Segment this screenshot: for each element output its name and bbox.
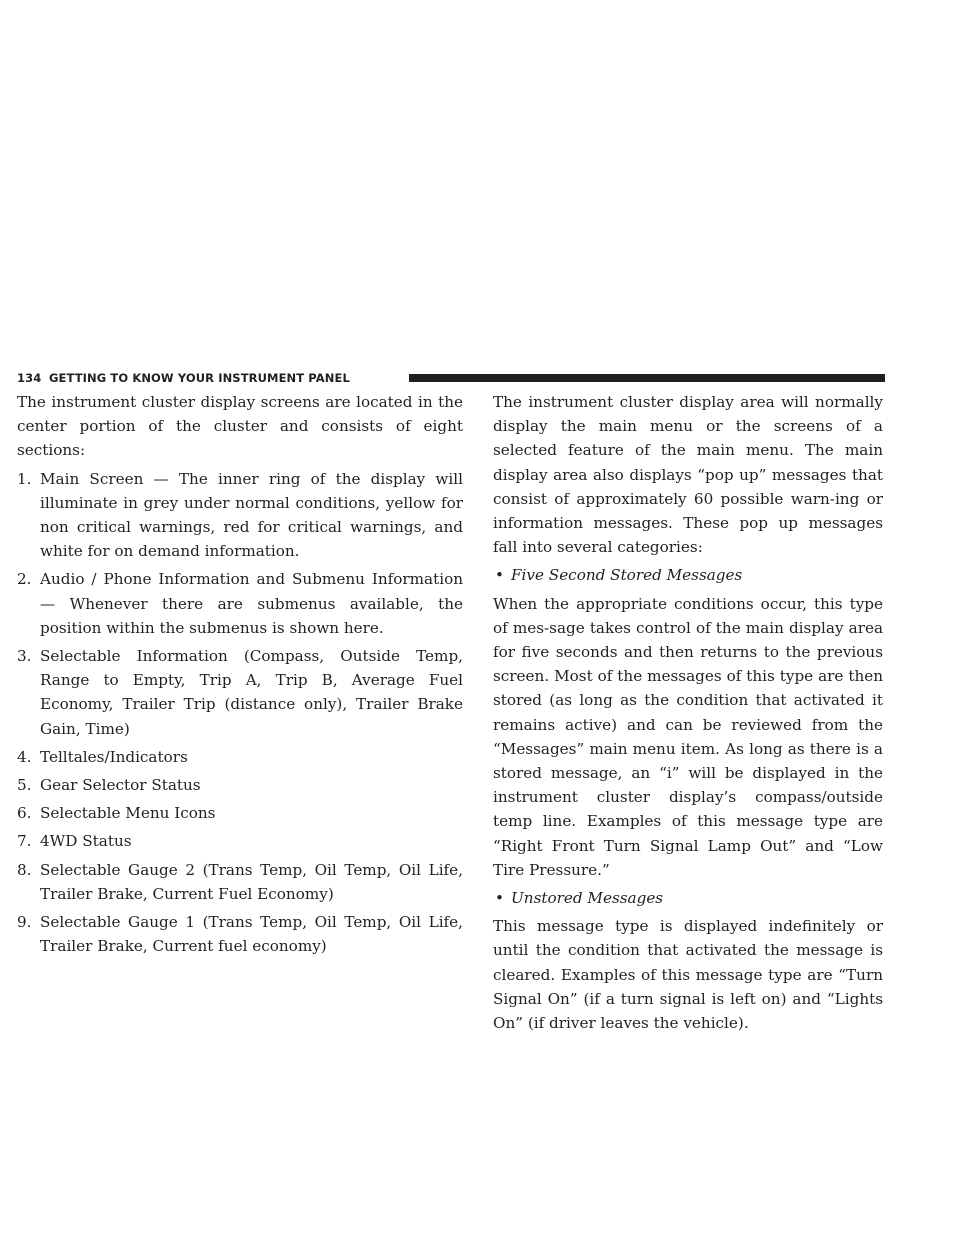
list-item xyxy=(17,829,463,853)
bullet-glyph: • xyxy=(495,566,504,585)
page-number: 134 xyxy=(17,371,42,385)
list-item-text: Audio / Phone Information and Submenu Information — Whenever there are submenus available, the position within the submenus is shown here. xyxy=(40,570,463,637)
list-item-text: Telltales/Indicators xyxy=(40,747,188,766)
bullet-five-second-stored xyxy=(493,563,883,587)
list-item-text: Main Screen — The inner ring of the display will illuminate in grey under normal conditions, yellow for non critical warnings, red for critical warnings, and white for on demand information. xyxy=(40,469,463,561)
list-item xyxy=(17,801,463,825)
list-item xyxy=(17,858,463,906)
bullet-glyph: • xyxy=(495,889,504,908)
bullet-unstored xyxy=(493,886,883,910)
list-item-number: 8. xyxy=(17,860,32,879)
header-rule xyxy=(409,374,885,382)
page-header xyxy=(17,370,885,386)
right-intro: The instrument cluster display area will normally display the main menu or the screens of a selected feature of the main menu. The main display area also displays “pop up” messages that consist of approximately 60 possible warn-ing or information messages. These pop up messages fall into several categories: xyxy=(493,393,883,557)
list-item-number: 1. xyxy=(17,469,32,488)
list-item-text: Gear Selector Status xyxy=(40,776,201,795)
list-item-text: Selectable Information (Compass, Outside Temp, Range to Empty, Trip A, Trip B, Average Fuel Economy, Trailer Trip (distance only), Trailer Brake Gain, Time) xyxy=(40,647,463,738)
list-item-number: 2. xyxy=(17,570,32,589)
bullet-label: Five Second Stored Messages xyxy=(511,566,743,585)
list-item-text: Selectable Gauge 1 (Trans Temp, Oil Temp, Oil Life, Trailer Brake, Current fuel economy) xyxy=(40,913,463,956)
list-item xyxy=(17,773,463,797)
list-item-number: 7. xyxy=(17,832,32,851)
unstored-messages-paragraph: This message type is displayed indefinitely or until the condition that activated the message is cleared. Examples of this message type are “Turn Signal On” (if a turn signal is left on) and “Lights On” (if driver leaves the vehicle). xyxy=(493,917,883,1033)
left-column xyxy=(17,390,463,962)
list-item-number: 5. xyxy=(17,776,32,795)
list-item-text: 4WD Status xyxy=(40,832,132,851)
list-item xyxy=(17,745,463,769)
right-column xyxy=(493,390,883,1039)
list-item-number: 3. xyxy=(17,647,32,666)
left-intro: The instrument cluster display screens are located in the center portion of the cluster and consists of eight sections: xyxy=(17,393,463,460)
list-item-number: 9. xyxy=(17,913,32,932)
list-item-text: Selectable Gauge 2 (Trans Temp, Oil Temp, Oil Life, Trailer Brake, Current Fuel Economy) xyxy=(40,860,463,903)
stored-messages-paragraph: When the appropriate conditions occur, this type of mes-sage takes control of the main display area for five seconds and then returns to the previous screen. Most of the messages of this type are then stored (as long as the condition that activated it remains active) and can be reviewed from the “Messages” main menu item. As long as there is a stored message, an “i” will be displayed in the instrument cluster display’s compass/outside temp line. Examples of this message type are “Right Front Turn Signal Lamp Out” and “Low Tire Pressure.” xyxy=(493,594,883,879)
list-item-text: Selectable Menu Icons xyxy=(40,804,216,823)
list-item-number: 6. xyxy=(17,804,32,823)
list-item xyxy=(17,910,463,958)
bullet-label: Unstored Messages xyxy=(511,889,664,908)
section-title: GETTING TO KNOW YOUR INSTRUMENT PANEL xyxy=(49,371,350,385)
list-item xyxy=(17,567,463,640)
list-item xyxy=(17,644,463,741)
list-item-number: 4. xyxy=(17,747,32,766)
list-item xyxy=(17,467,463,564)
